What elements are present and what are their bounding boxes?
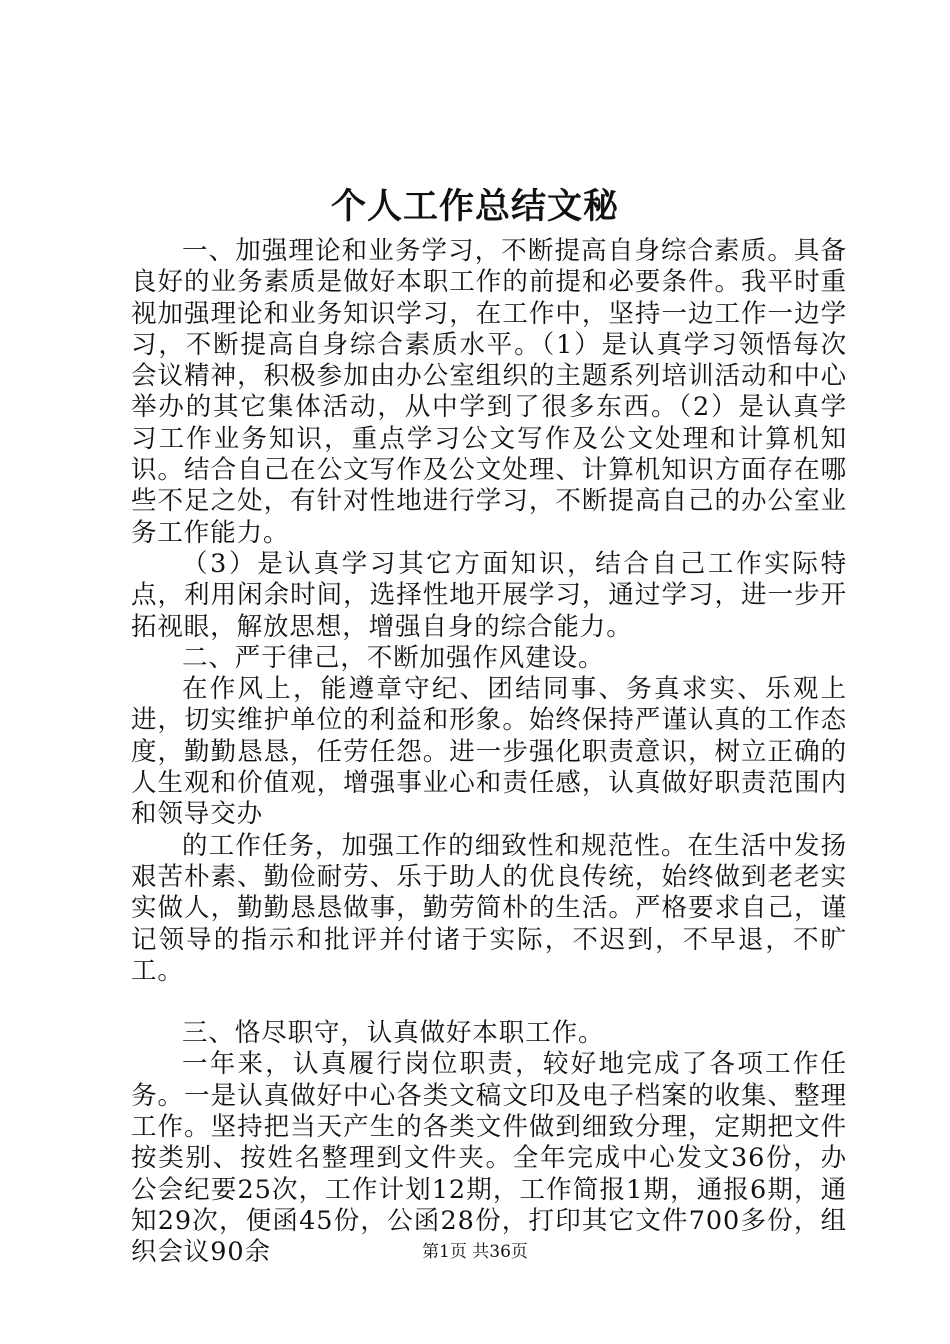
section-heading-duties: 三、恪尽职守，认真做好本职工作。 [182,1018,605,1049]
paragraph-work-style: 在作风上，能遵章守纪、团结同事、务真求实、乐观上进，切实维护单位的利益和形象。始终保持严谨认真的工作态度，勤勤恳恳，任劳任怨。进一步强化职责意识，树立正确的人生观和价值观，增强事业心和责任感，认真做好职责范围内和领导交办 [131,674,847,830]
paragraph-study: 一、加强理论和业务学习，不断提高自身综合素质。具备良好的业务素质是做好本职工作的前提和必要条件。我平时重视加强理论和业务知识学习，在工作中，坚持一边工作一边学习，不断提高自身综合素质水平。（1）是认真学习领悟每次会议精神，积极参加由办公室组织的主题系列培训活动和中心举办的其它集体活动，从中学到了很多东西。（2）是认真学习工作业务知识，重点学习公文写作及公文处理和计算机知识。结合自己在公文写作及公文处理、计算机知识方面存在哪些不足之处，有针对性地进行学习，不断提高自己的办公室业务工作能力。 [131,236,847,548]
paragraph-other-knowledge: （3）是认真学习其它方面知识，结合自己工作实际特点，利用闲余时间，选择性地开展学习，通过学习，进一步开拓视眼，解放思想，增强自身的综合能力。 [131,548,847,642]
paragraph-work-tasks: 的工作任务，加强工作的细致性和规范性。在生活中发扬艰苦朴素、勤俭耐劳、乐于助人的优良传统，始终做到老老实实做人，勤勤恳恳做事，勤劳简朴的生活。严格要求自己，谨记领导的指示和批评并付诸于实际，不迟到，不早退，不旷工。 [131,830,847,986]
section-heading-discipline: 二、严于律己，不断加强作风建设。 [182,642,605,673]
page-number-footer: 第1页 共36页 [422,1242,528,1262]
document-title: 个人工作总结文秘 [330,186,619,227]
document-body [131,236,847,1269]
paragraph-annual-work: 一年来，认真履行岗位职责，较好地完成了各项工作任务。一是认真做好中心各类文稿文印及电子档案的收集、整理工作。坚持把当天产生的各类文件做到细致分理，定期把文件按类别、按姓名整理到文件夹。全年完成中心发文36份，办公会纪要25次，工作计划12期，工作简报1期，通报6期，通知29次，便函45份，公函28份，打印其它文件700多份，组织会议90余 [131,1049,847,1268]
